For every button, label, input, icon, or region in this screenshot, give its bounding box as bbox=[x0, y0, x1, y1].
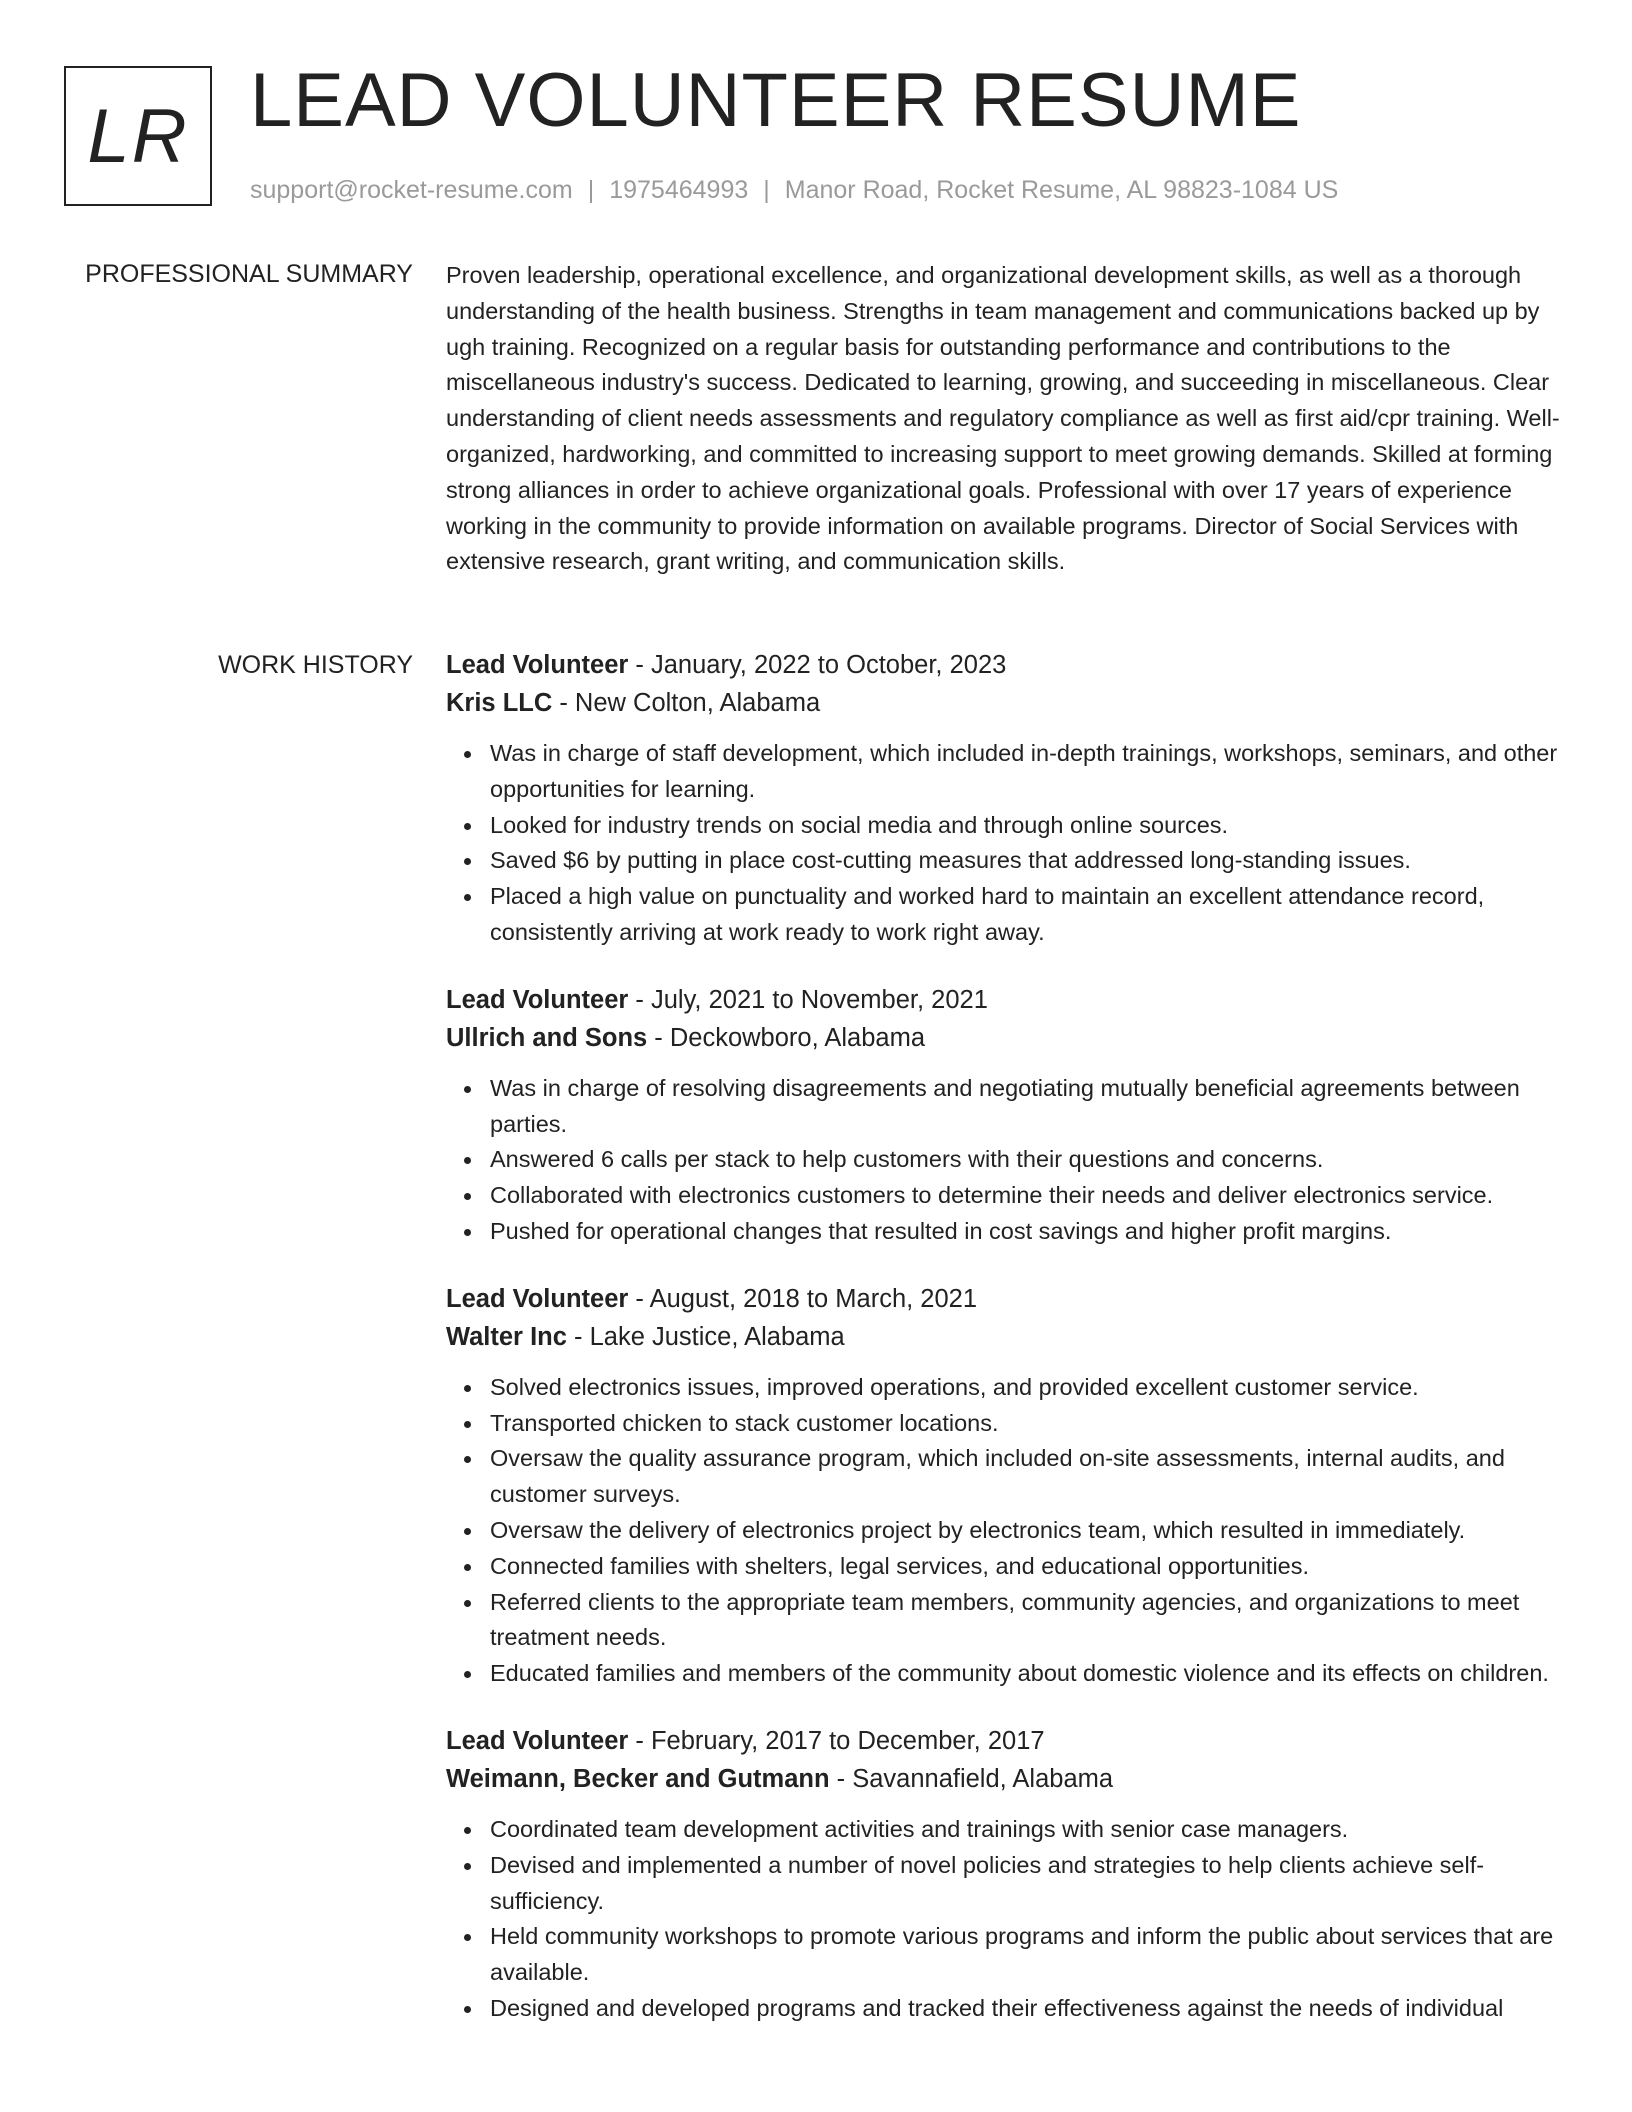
job-company: Weimann, Becker and Gutmann bbox=[446, 1764, 830, 1793]
job-bullet: Solved electronics issues, improved operations, and provided excellent customer service. bbox=[490, 1370, 1562, 1406]
job-bullet: Transported chicken to stack customer locations. bbox=[490, 1406, 1562, 1442]
job-bullet: Was in charge of staff development, which included in-depth trainings, workshops, seminars, and other opportunities for learning. bbox=[490, 736, 1562, 808]
job-bullet: Answered 6 calls per stack to help customers with their questions and concerns. bbox=[490, 1142, 1562, 1178]
work-history bbox=[446, 646, 1562, 2057]
job-title: Lead Volunteer bbox=[446, 985, 629, 1014]
job-location: - Savannafield, Alabama bbox=[829, 1764, 1114, 1793]
job-dates: - July, 2021 to November, 2021 bbox=[628, 985, 988, 1014]
job-bullet: Held community workshops to promote various programs and inform the public about services that are available. bbox=[490, 1919, 1562, 1991]
job-title: Lead Volunteer bbox=[446, 1726, 629, 1755]
job-title: Lead Volunteer bbox=[446, 1284, 629, 1313]
contact-line bbox=[250, 174, 1338, 206]
summary-text: Proven leadership, operational excellence, and organizational development skills, as well as a thorough understanding of the health business. Strengths in team management and communications backed up by ugh training. Recognized on a regular basis for outstanding performance and contributions to the miscellaneous industry's success. Dedicated to learning, growing, and succeeding in miscellaneous. Clear understanding of client needs assessments and regulatory compliance as well as first aid/cpr training. Well-organized, hardworking, and committed to increasing support to meet growing demands. Skilled at forming strong alliances in order to achieve organizational goals. Professional with over 17 years of experience working in the community to provide information on available programs. Director of Social Services with extensive research, grant writing, and communication skills. bbox=[446, 262, 1560, 575]
job-bullet: Collaborated with electronics customers to determine their needs and deliver electronics service. bbox=[490, 1178, 1562, 1214]
job-bullet: Devised and implemented a number of novel policies and strategies to help clients achieve self-sufficiency. bbox=[490, 1848, 1562, 1920]
job-bullet-list bbox=[446, 1370, 1562, 1692]
job-dates: - January, 2022 to October, 2023 bbox=[628, 651, 1007, 679]
job-company: Walter Inc bbox=[446, 1322, 567, 1351]
job-bullet: Placed a high value on punctuality and worked hard to maintain an excellent attendance record, consistently arriving at work ready to work right away. bbox=[490, 879, 1562, 951]
job-dates: - February, 2017 to December, 2017 bbox=[628, 1726, 1045, 1755]
job-location: - New Colton, Alabama bbox=[552, 689, 821, 717]
contact-separator: | bbox=[763, 176, 770, 204]
job-company-line bbox=[446, 684, 1562, 722]
job-title-line bbox=[446, 1722, 1562, 1760]
section-label-professional-summary: PROFESSIONAL SUMMARY bbox=[85, 260, 413, 288]
job-bullet: Oversaw the quality assurance program, which included on-site assessments, internal audits, and customer surveys. bbox=[490, 1441, 1562, 1513]
section-label-work-history: WORK HISTORY bbox=[218, 651, 413, 679]
professional-summary bbox=[446, 258, 1562, 580]
job-bullet: Saved $6 by putting in place cost-cutting measures that addressed long-standing issues. bbox=[490, 843, 1562, 879]
monogram-logo: LR bbox=[64, 66, 212, 206]
job-bullet: Connected families with shelters, legal services, and educational opportunities. bbox=[490, 1549, 1562, 1585]
job-bullet-list bbox=[446, 1812, 1562, 2027]
job-bullet: Designed and developed programs and tracked their effectiveness against the needs of individual bbox=[490, 1991, 1562, 2027]
job-entry bbox=[446, 1280, 1562, 1692]
contact-address: Manor Road, Rocket Resume, AL 98823-1084 US bbox=[784, 176, 1339, 204]
job-company-line bbox=[446, 1019, 1562, 1057]
job-bullet: Educated families and members of the community about domestic violence and its effects on children. bbox=[490, 1656, 1562, 1692]
job-entry bbox=[446, 981, 1562, 1250]
job-bullet: Pushed for operational changes that resulted in cost savings and higher profit margins. bbox=[490, 1214, 1562, 1250]
job-bullet: Coordinated team development activities and trainings with senior case managers. bbox=[490, 1812, 1562, 1848]
job-company: Ullrich and Sons bbox=[446, 1023, 648, 1052]
job-bullet: Oversaw the delivery of electronics project by electronics team, which resulted in immediately. bbox=[490, 1513, 1562, 1549]
job-title-line bbox=[446, 981, 1562, 1019]
job-bullet: Was in charge of resolving disagreements and negotiating mutually beneficial agreements between parties. bbox=[490, 1071, 1562, 1143]
job-company: Kris LLC bbox=[446, 689, 553, 717]
contact-separator: | bbox=[587, 176, 595, 204]
page-title: LEAD VOLUNTEER RESUME bbox=[250, 58, 1302, 143]
job-dates: - August, 2018 to March, 2021 bbox=[628, 1284, 978, 1313]
job-company-line bbox=[446, 1760, 1562, 1798]
job-title-line bbox=[446, 646, 1562, 684]
job-entry bbox=[446, 1722, 1562, 2027]
job-bullet: Looked for industry trends on social media and through online sources. bbox=[490, 808, 1562, 844]
job-bullet-list bbox=[446, 1071, 1562, 1250]
contact-email: support@rocket-resume.com bbox=[250, 176, 573, 204]
job-company-line bbox=[446, 1318, 1562, 1356]
job-bullet: Referred clients to the appropriate team members, community agencies, and organizations to meet treatment needs. bbox=[490, 1585, 1562, 1657]
contact-phone: 1975464993 bbox=[609, 176, 749, 204]
job-title: Lead Volunteer bbox=[446, 651, 629, 679]
job-location: - Deckowboro, Alabama bbox=[647, 1023, 926, 1052]
job-bullet-list bbox=[446, 736, 1562, 951]
job-entry bbox=[446, 646, 1562, 951]
job-location: - Lake Justice, Alabama bbox=[566, 1322, 845, 1351]
job-title-line bbox=[446, 1280, 1562, 1318]
